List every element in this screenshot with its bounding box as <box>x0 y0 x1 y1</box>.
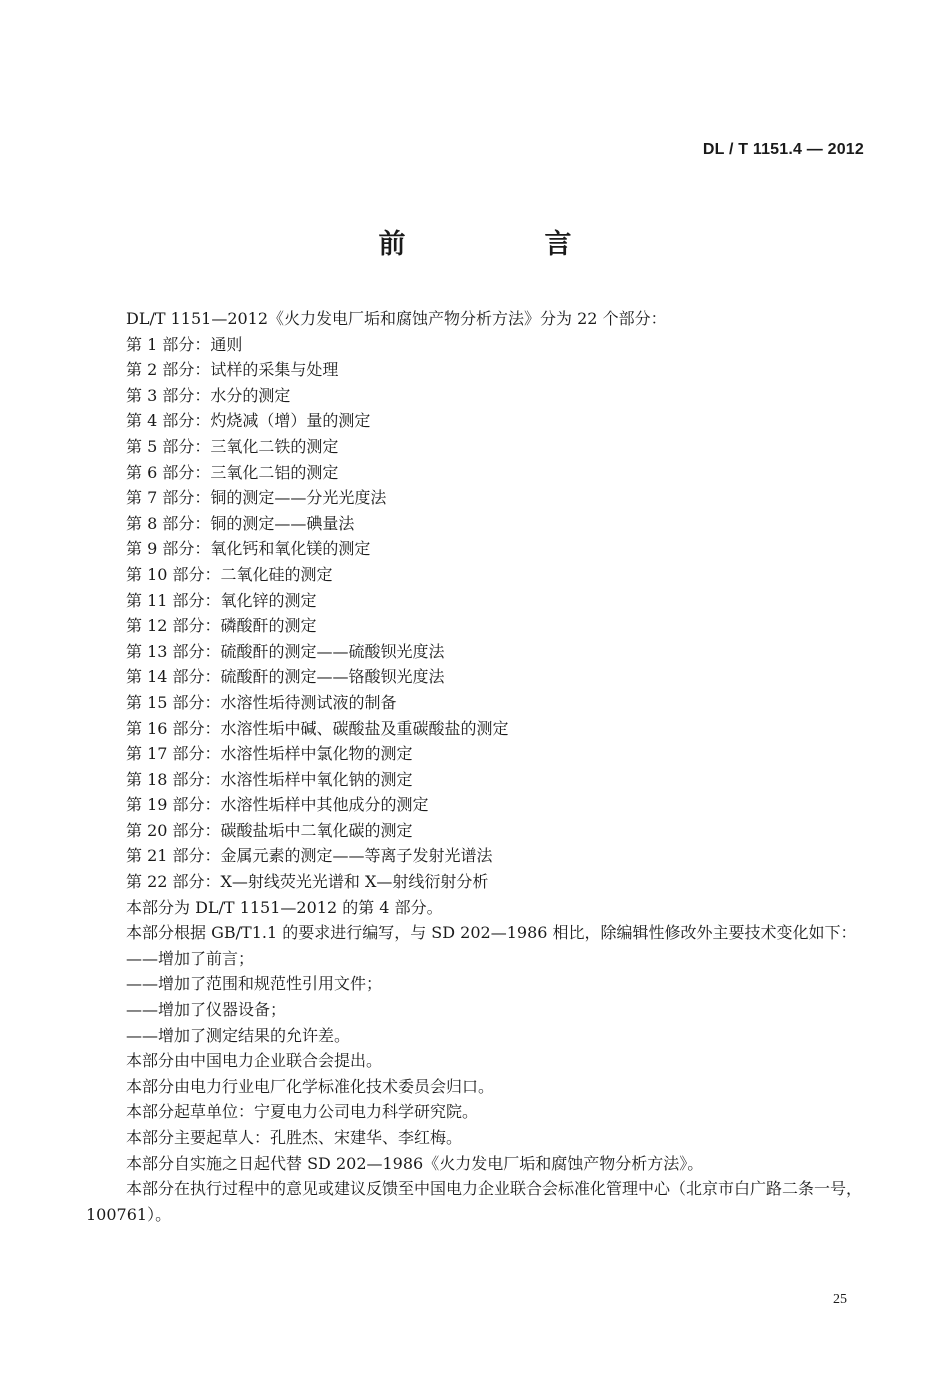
changes-list <box>86 946 866 1048</box>
list-item: 第 11 部分：氧化锌的测定 <box>126 590 317 610</box>
proposed-by: 本部分由中国电力企业联合会提出。 <box>126 1051 383 1071</box>
list-item: 第 13 部分：硫酸酐的测定——硫酸钡光度法 <box>126 641 445 661</box>
intro-paragraph: DL/T 1151—2012《火力发电厂垢和腐蚀产物分析方法》分为 22 个部分： <box>126 309 667 328</box>
list-item: 第 1 部分：通则 <box>126 334 243 354</box>
list-item: 第 2 部分：试样的采集与处理 <box>126 360 339 380</box>
list-item: 第 4 部分：灼烧减（增）量的测定 <box>126 411 371 431</box>
list-item: ——增加了前言； <box>126 948 255 968</box>
list-item: ——增加了测定结果的允许差。 <box>126 1025 351 1045</box>
list-item: 第 15 部分：水溶性垢待测试液的制备 <box>126 692 397 712</box>
drafting-unit: 本部分起草单位：宁夏电力公司电力科学研究院。 <box>126 1102 479 1122</box>
list-item: ——增加了范围和规范性引用文件； <box>126 974 383 994</box>
this-part-statement: 本部分为 DL/T 1151—2012 的第 4 部分。 <box>126 897 443 917</box>
list-item: ——增加了仪器设备； <box>126 1000 287 1020</box>
changes-intro: 本部分根据 GB/T1.1 的要求进行编写，与 SD 202—1986 相比，除编辑性修改外主要技术变化如下： <box>126 923 857 943</box>
list-item: 第 16 部分：水溶性垢中碱、碳酸盐及重碳酸盐的测定 <box>126 718 509 738</box>
list-item: 第 12 部分：磷酸酐的测定 <box>126 616 317 636</box>
list-item: 第 5 部分：三氧化二铁的测定 <box>126 436 339 456</box>
list-item: 第 20 部分：碳酸盐垢中二氧化碳的测定 <box>126 820 413 840</box>
list-item: 第 14 部分：硫酸酐的测定——铬酸钡光度法 <box>126 667 445 687</box>
list-item: 第 3 部分：水分的测定 <box>126 385 291 405</box>
replaces-statement: 本部分自实施之日起代替 SD 202—1986《火力发电厂垢和腐蚀产物分析方法》。 <box>126 1153 704 1173</box>
list-item: 第 10 部分：二氧化硅的测定 <box>126 564 333 584</box>
list-item: 第 21 部分：金属元素的测定——等离子发射光谱法 <box>126 846 493 866</box>
parts-list <box>86 332 866 895</box>
feedback-paragraph: 本部分在执行过程中的意见或建议反馈至中国电力企业联合会标准化管理中心（北京市白广路二条一号，100761）。 <box>86 1179 863 1224</box>
list-item: 第 17 部分：水溶性垢样中氯化物的测定 <box>126 744 413 764</box>
page-number: 25 <box>833 1292 847 1307</box>
list-item: 第 7 部分：铜的测定——分光光度法 <box>126 488 387 508</box>
standard-code: DL / T 1151.4 — 2012 <box>702 141 864 158</box>
document-body <box>86 306 866 1227</box>
list-item: 第 6 部分：三氧化二铝的测定 <box>126 462 339 482</box>
list-item: 第 22 部分：X—射线荧光光谱和 X—射线衍射分析 <box>126 872 489 892</box>
list-item: 第 9 部分：氧化钙和氧化镁的测定 <box>126 539 371 559</box>
managed-by: 本部分由电力行业电厂化学标准化技术委员会归口。 <box>126 1076 495 1096</box>
list-item: 第 18 部分：水溶性垢样中氧化钠的测定 <box>126 769 413 789</box>
list-item: 第 8 部分：铜的测定——碘量法 <box>126 513 355 533</box>
drafters: 本部分主要起草人：孔胜杰、宋建华、李红梅。 <box>126 1128 463 1147</box>
page-title: 前 言 <box>378 229 628 260</box>
list-item: 第 19 部分：水溶性垢样中其他成分的测定 <box>126 795 429 815</box>
